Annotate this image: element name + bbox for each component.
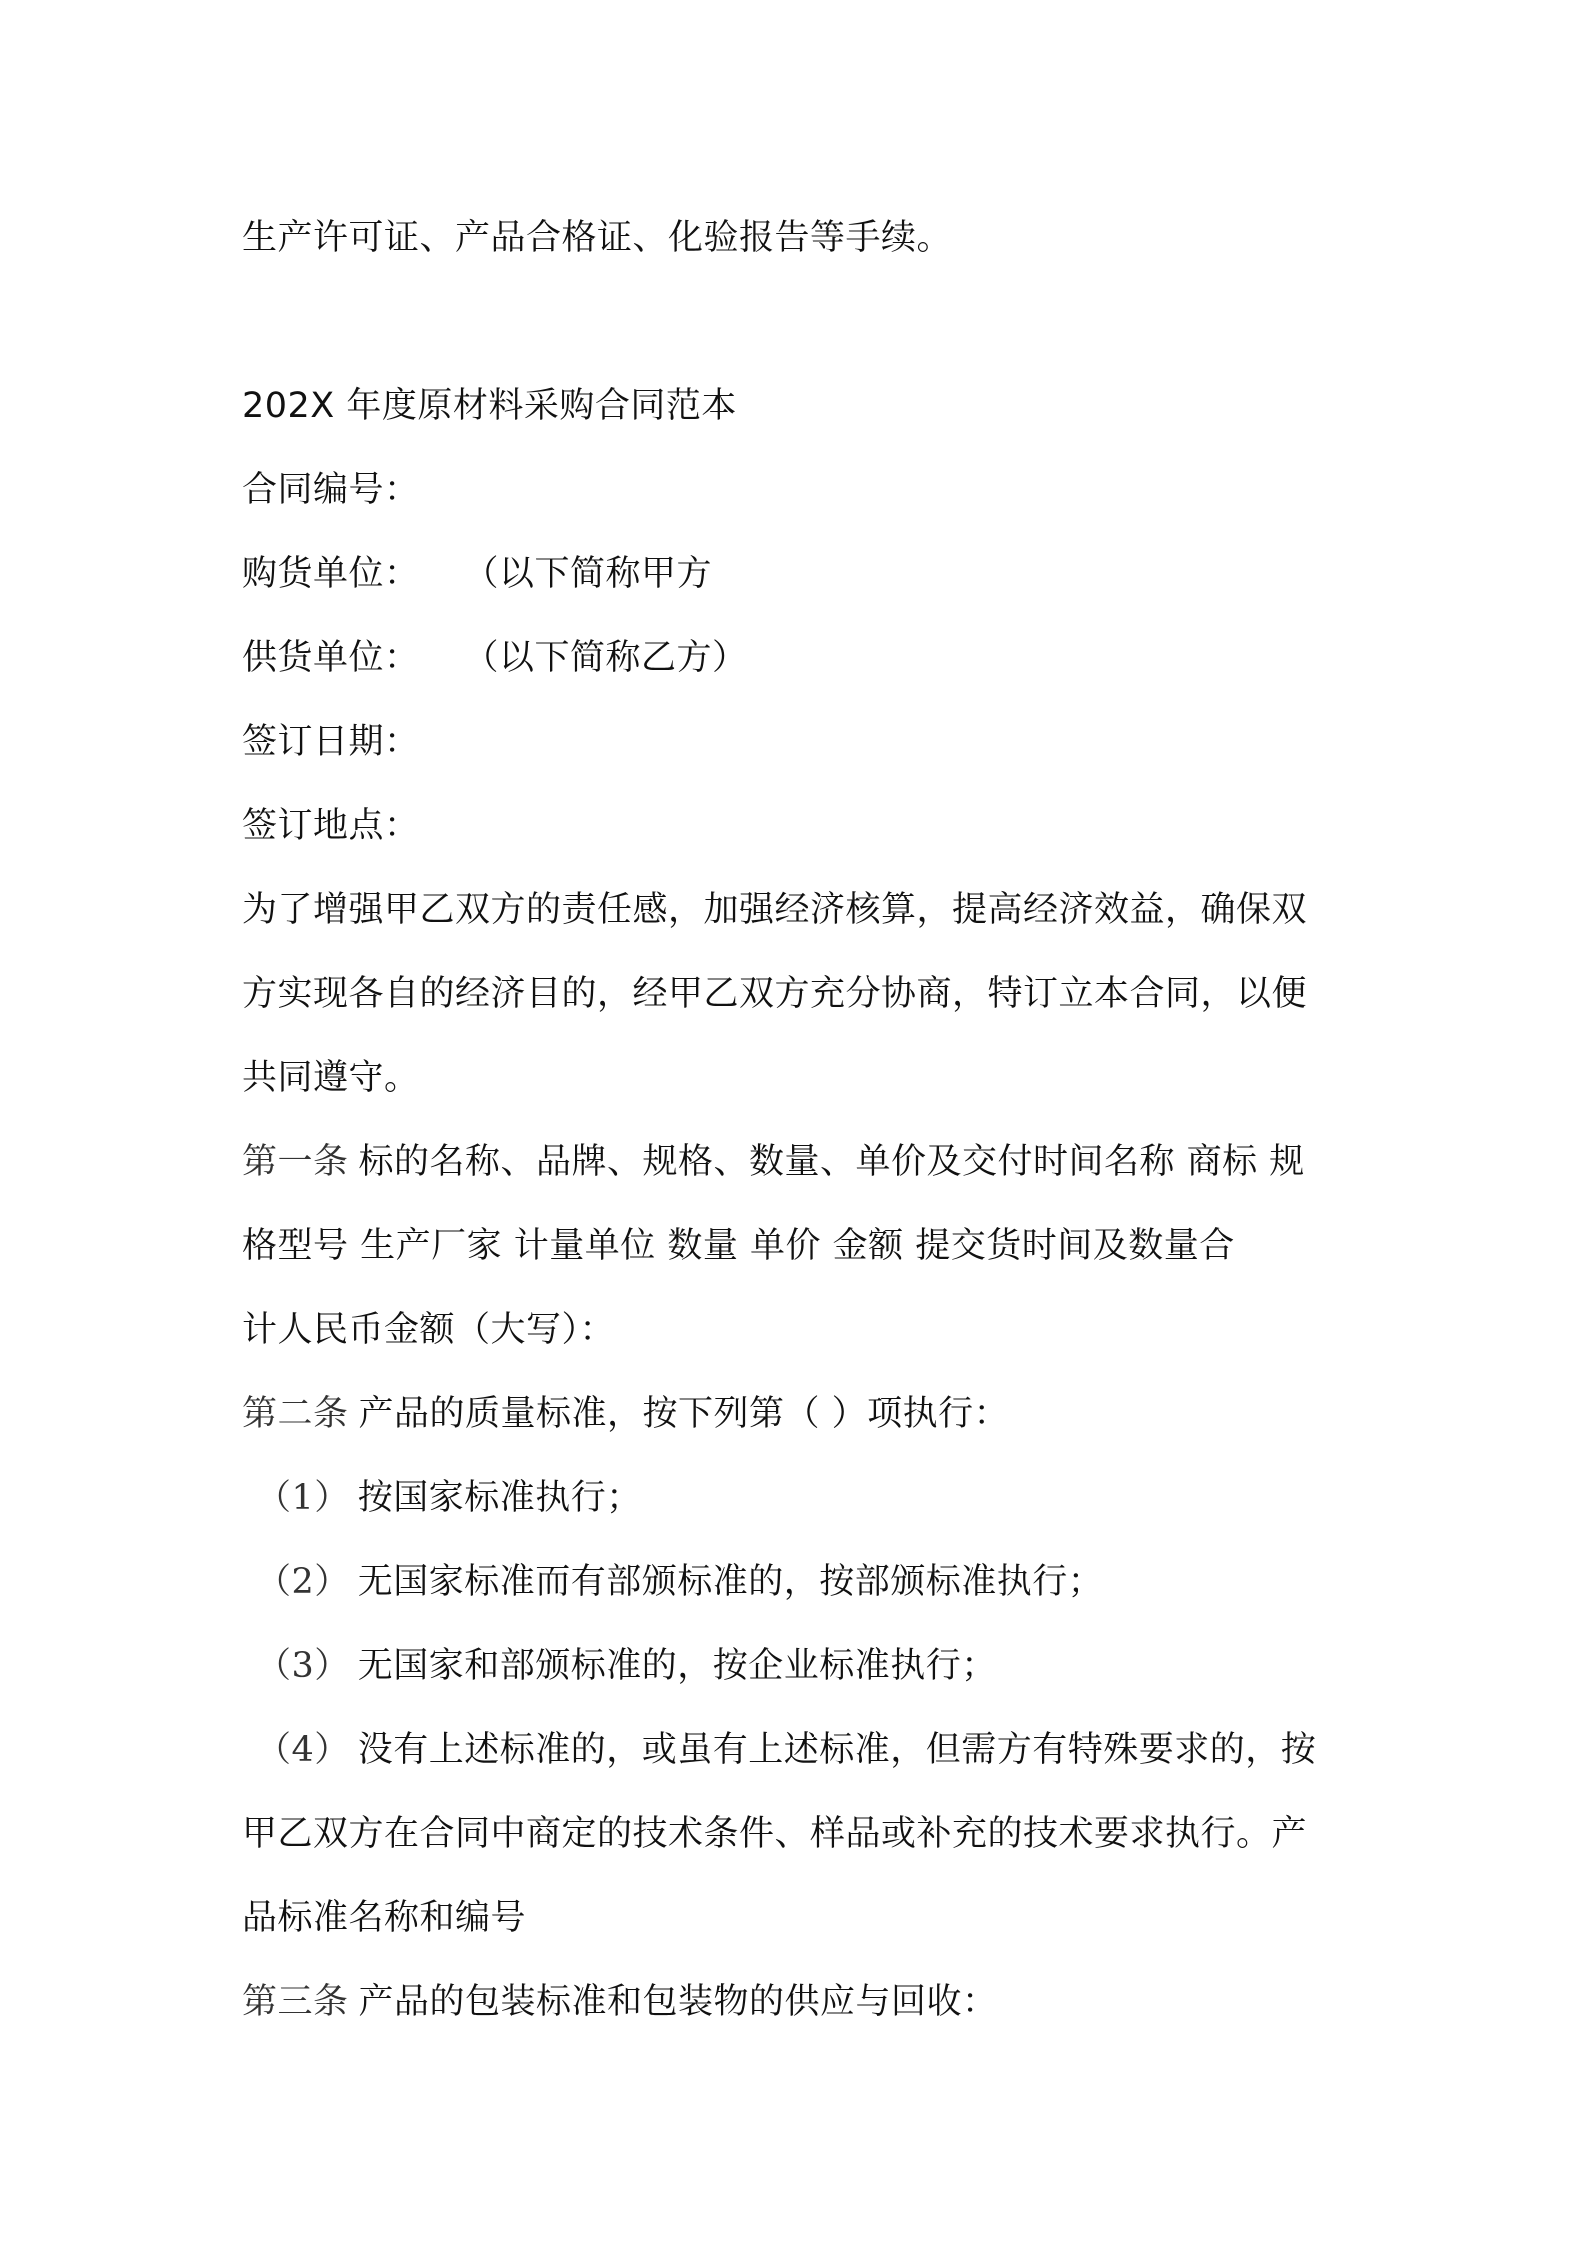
paragraph-line: 共同遵守。	[242, 1058, 420, 1098]
field-label: 签订日期：	[242, 722, 420, 762]
list-item	[242, 1540, 1354, 1624]
list-number: （2）	[256, 1562, 350, 1602]
article-2	[242, 1372, 1354, 1960]
paragraph-line	[242, 1372, 1354, 1456]
document-title: 202X 年度原材料采购合同范本	[242, 386, 737, 426]
list-item	[242, 1708, 1354, 1792]
article-label: 第二条	[242, 1394, 349, 1434]
paragraph-line: 品标准名称和编号	[242, 1898, 527, 1938]
article-label: 第一条	[242, 1142, 349, 1182]
list-text: 无国家标准而有部颁标准的，按部颁标准执行；	[357, 1562, 1104, 1602]
paragraph-line: 方实现各自的经济目的，经甲乙双方充分协商，特订立本合同，以便	[242, 974, 1308, 1014]
list-text: 没有上述标准的，或虽有上述标准，但需方有特殊要求的，按	[357, 1730, 1317, 1770]
field-supplier	[242, 616, 1354, 700]
blank-line	[242, 280, 1354, 364]
field-note: （以下简称乙方）	[463, 638, 748, 678]
document-body	[242, 196, 1354, 2044]
field-label: 签订地点：	[242, 806, 420, 846]
field-label: 供货单位：	[242, 638, 420, 678]
list-number: （4）	[256, 1730, 350, 1770]
field-label: 合同编号：	[242, 470, 420, 510]
continued-text-line: 生产许可证、产品合格证、化验报告等手续。	[242, 218, 953, 258]
field-label: 购货单位：	[242, 554, 420, 594]
paragraph-line: 计人民币金额（大写）：	[242, 1310, 616, 1350]
paragraph-line: 为了增强甲乙双方的责任感，加强经济核算，提高经济效益，确保双	[242, 890, 1308, 930]
preamble-paragraph	[242, 868, 1354, 1120]
list-item	[242, 1456, 1354, 1540]
list-item	[242, 1624, 1354, 1708]
list-text: 按国家标准执行；	[357, 1478, 642, 1518]
paragraph-line	[242, 1120, 1354, 1204]
list-number: （1）	[256, 1478, 350, 1518]
list-number: （3）	[256, 1646, 350, 1686]
field-sign-date	[242, 700, 1354, 784]
field-note: （以下简称甲方	[463, 554, 713, 594]
field-buyer	[242, 532, 1354, 616]
article-3	[242, 1960, 1354, 2044]
article-1	[242, 1120, 1354, 1372]
article-text: 标的名称、品牌、规格、数量、单价及交付时间名称 商标 规	[358, 1142, 1305, 1182]
field-contract-number	[242, 448, 1354, 532]
list-text: 无国家和部颁标准的，按企业标准执行；	[357, 1646, 997, 1686]
article-label: 第三条	[242, 1982, 349, 2022]
paragraph-line: 甲乙双方在合同中商定的技术条件、样品或补充的技术要求执行。产	[242, 1814, 1308, 1854]
field-sign-place	[242, 784, 1354, 868]
paragraph-line	[242, 1960, 1354, 2044]
article-text: 产品的质量标准，按下列第（ ）项执行：	[358, 1394, 1010, 1434]
article-text: 产品的包装标准和包装物的供应与回收：	[358, 1982, 998, 2022]
paragraph-line: 格型号 生产厂家 计量单位 数量 单价 金额 提交货时间及数量合	[242, 1226, 1235, 1266]
